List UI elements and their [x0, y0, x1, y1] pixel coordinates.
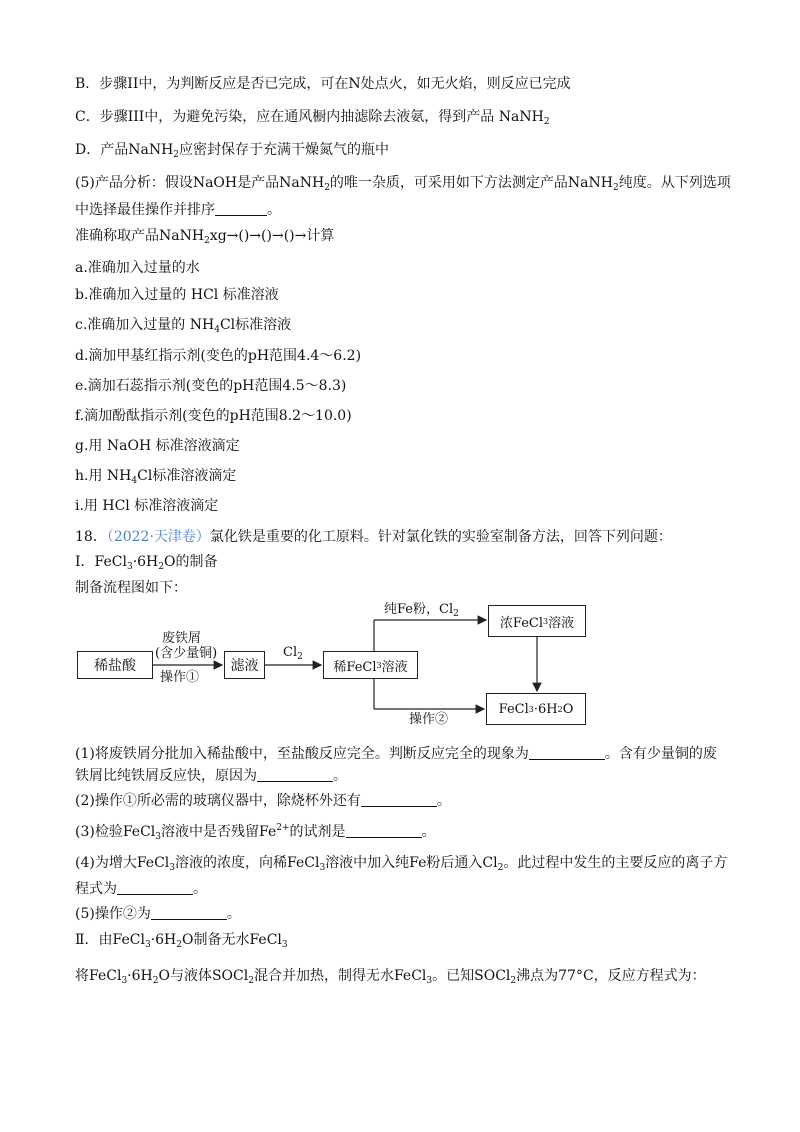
option-c: C．步骤III中，为避免污染，应在通风橱内抽滤除去液氨，得到产品 NaNH$_2$ [75, 109, 550, 127]
q5: (5)操作②为 。 [75, 906, 241, 922]
question-5-line2: 中选择最佳操作并排序 。 [75, 202, 281, 218]
answer-blank[interactable] [117, 880, 193, 895]
q4-line2: 程式为 。 [75, 881, 207, 897]
question-5-line1: (5)产品分析：假设NaOH是产品NaNH$_2$的唯一杂质，可采用如下方法测定产品NaNH$_2$纯度。从下列选项 [75, 175, 731, 193]
node-dilute-fecl3: 稀FeCl 3 溶液 [323, 651, 418, 679]
choice-g: g.用 NaOH 标准溶液滴定 [75, 438, 240, 454]
label-cl2: $Cl_2$ [283, 645, 303, 662]
choice-c: c.准确加入过量的 $NH_4Cl$标准溶液 [75, 317, 292, 335]
label-op2: 操作② [409, 712, 449, 727]
choice-i: i.用 HCl 标准溶液滴定 [75, 498, 219, 514]
answer-blank[interactable] [257, 767, 333, 782]
label-fe-cl2: 纯Fe粉，$Cl_2$ [384, 602, 459, 619]
choice-f: f.滴加酚酞指示剂(变色的pH范围8.2～10.0) [75, 408, 352, 424]
label-op1: 操作① [160, 670, 200, 685]
choice-h: h.用 $NH_4Cl$标准溶液滴定 [75, 468, 237, 486]
question-18-header: 18．（2022·天津卷）氯化铁是重要的化工原料。针对氯化铁的实验室制备方法，回答下列问题： [75, 529, 672, 545]
q1-line2: 铁屑比纯铁屑反应快，原因为 。 [75, 768, 347, 784]
section-2-text: 将$FeCl_3\cdot 6H_2O$与液体SOCl$_2$混合并加热，制得无水FeCl$_3$。已知SOCl$_2$沸点为77°C，反应方程式为： [75, 968, 706, 986]
node-conc-fecl3: 浓FeCl 3 溶液 [488, 605, 586, 637]
choice-d: d.滴加甲基红指示剂(变色的pH范围4.4～6.2) [75, 348, 362, 364]
q3: (3)检验FeCl$_3$溶液中是否残留$Fe^{2+}$的试剂是 。 [75, 823, 436, 842]
node-filtrate: 滤液 [224, 651, 265, 679]
option-b-text: B．步骤II中，为判断反应是否已完成，可在N处点火，如无火焰，则反应已完成 [75, 76, 571, 92]
formula-nanh2: NaNH$_2$ [128, 142, 180, 160]
choice-b: b.准确加入过量的 HCl 标准溶液 [75, 287, 279, 303]
label-scrap-iron: 废铁屑 [162, 631, 202, 646]
formula-nanh2: NaNH$_2$ [567, 175, 619, 193]
section-2-title: Ⅱ．由$FeCl_3\cdot 6H_2O$制备无水FeCl$_3$ [75, 932, 288, 950]
answer-blank[interactable] [151, 905, 227, 920]
source-tag[interactable]: （2022·天津卷） [106, 529, 210, 545]
node-fecl3-hydrate: FeCl 3 ·6H 2 O [486, 693, 586, 725]
choice-e: e.滴加石蕊指示剂(变色的pH范围4.5～8.3) [75, 378, 347, 394]
answer-blank[interactable] [529, 745, 605, 760]
label-copper: (含少量铜) [155, 646, 218, 661]
answer-blank[interactable] [361, 792, 437, 807]
answer-blank[interactable] [346, 823, 422, 838]
q1-line1: (1)将废铁屑分批加入稀盐酸中，至盐酸反应完全。判断反应完全的现象为 。含有少量铜的废 [75, 746, 717, 762]
node-dilute-hcl: 稀盐酸 [77, 651, 153, 679]
q2: (2)操作①所必需的玻璃仪器中，除烧杯外还有 。 [75, 793, 451, 809]
flow-intro: 制备流程图如下： [75, 580, 187, 596]
q4-line1: (4)为增大FeCl$_3$溶液的浓度，向稀FeCl$_3$溶液中加入纯Fe粉后通入$Cl_2$。此过程中发生的主要反应的离子方 [75, 855, 728, 873]
formula-nanh2: NaNH$_2$ [279, 175, 330, 193]
choice-a: a.准确加入过量的水 [75, 260, 200, 276]
section-1-title: Ⅰ．$FeCl_3\cdot 6H_2O$的制备 [75, 554, 218, 572]
formula-nanh2: NaNH$_2$ [498, 109, 550, 127]
weigh-sequence: 准确称取产品NaNH$_2$xg→()→()→()→计算 [75, 228, 335, 246]
option-d: D．产品NaNH$_2$应密封保存于充满干燥氮气的瓶中 [75, 142, 390, 160]
